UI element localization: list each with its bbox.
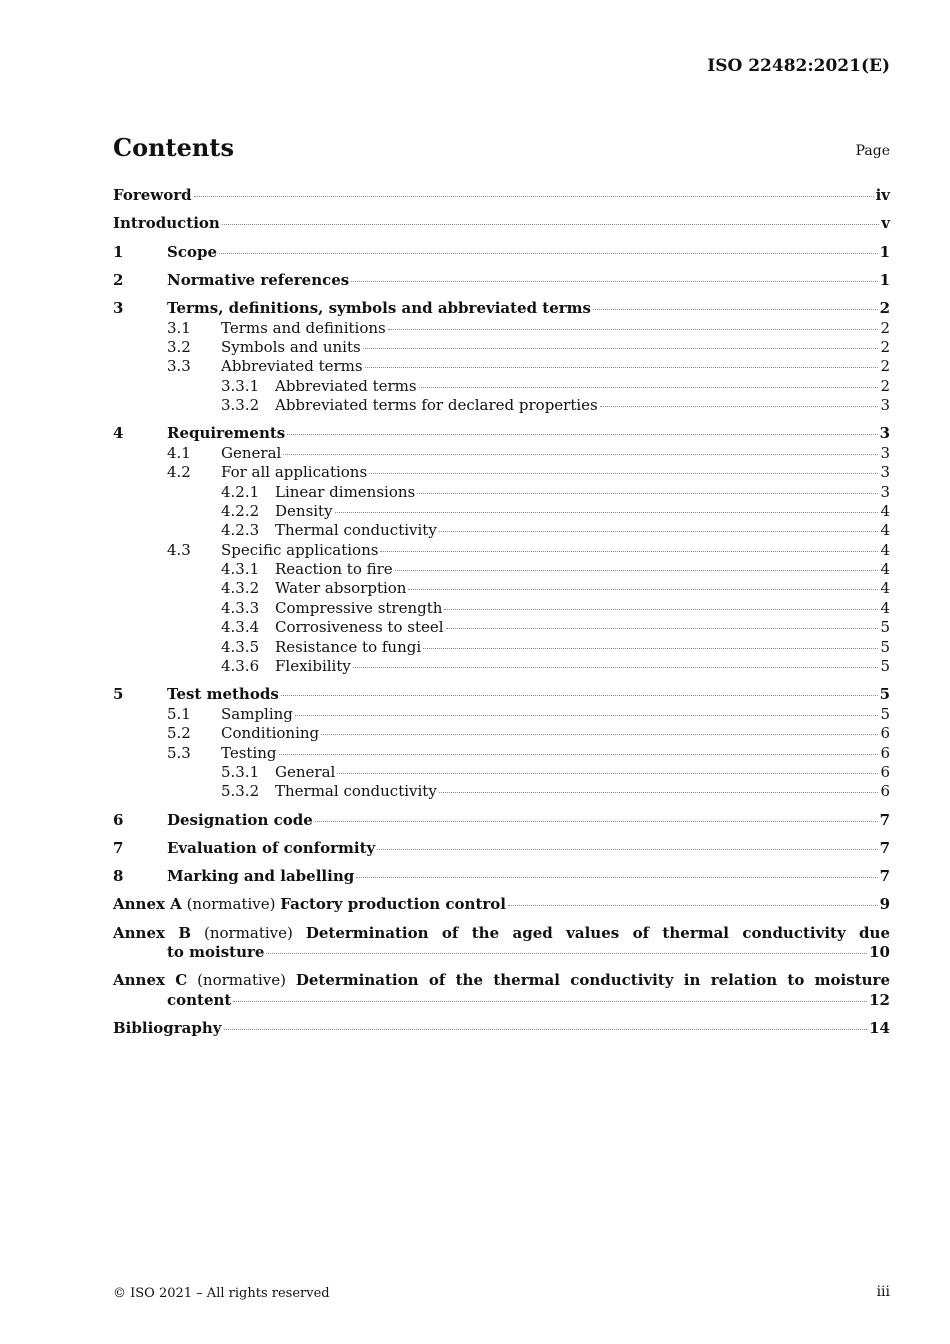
toc-title: Resistance to fungi: [275, 637, 422, 656]
toc-number: 3.2: [167, 337, 191, 356]
annex-label: Annex C: [113, 971, 188, 990]
toc-entry-annex-a[interactable]: [113, 895, 890, 914]
annex-label: Annex A: [113, 895, 182, 914]
footer-copyright: © ISO 2021 – All rights reserved: [113, 1286, 330, 1301]
leader-dots: [593, 309, 878, 310]
annex-title: Determination of the aged values of thermal conductivity due: [305, 923, 890, 942]
toc-title: Normative references: [167, 270, 350, 289]
leader-dots: [222, 224, 879, 225]
toc-number: 4.3.6: [221, 657, 260, 676]
toc-page: v: [881, 214, 890, 233]
toc-number: 5.3: [167, 743, 191, 762]
annex-title: Determination of the thermal conductivity in relation to moisture: [295, 971, 890, 990]
leader-dots: [363, 348, 879, 349]
leader-dots: [369, 473, 878, 474]
toc-number: 4.2: [167, 463, 191, 482]
toc-title: Testing: [221, 743, 277, 762]
toc-page: 3: [880, 482, 890, 501]
toc-entry[interactable]: [113, 338, 890, 357]
toc-page: 4: [880, 540, 890, 559]
leader-dots: [446, 628, 879, 629]
toc-number: 5: [113, 685, 124, 704]
toc-page: 7: [879, 838, 890, 857]
toc-entry[interactable]: [113, 271, 890, 290]
toc-title: Foreword: [113, 186, 192, 204]
contents-title: Contents: [113, 133, 234, 162]
leader-dots: [287, 434, 877, 435]
leader-dots: [380, 551, 878, 552]
toc-number: 3.3.2: [221, 396, 260, 415]
toc-entry[interactable]: [113, 502, 890, 521]
toc-entry[interactable]: [113, 463, 890, 482]
toc-number: 4.2.1: [221, 482, 260, 501]
annex-title-continued: to moisture: [167, 943, 265, 962]
toc-entry[interactable]: [113, 618, 890, 637]
toc-page: 5: [880, 618, 890, 637]
toc-number: 3.1: [167, 318, 191, 337]
leader-dots: [219, 253, 878, 254]
toc-number: 2: [113, 270, 124, 289]
toc-entry[interactable]: [113, 357, 890, 376]
annex-type: (normative): [203, 923, 293, 942]
toc-entries: [113, 186, 890, 887]
toc-title: Requirements: [167, 424, 286, 443]
leader-dots: [315, 821, 878, 822]
table-of-contents: [113, 186, 890, 1039]
toc-number: 3.3: [167, 357, 191, 376]
toc-page: 6: [880, 743, 890, 762]
toc-entry[interactable]: [113, 319, 890, 338]
toc-number: 8: [113, 867, 124, 886]
toc-entry[interactable]: [113, 685, 890, 704]
annex-page: 10: [869, 943, 890, 962]
toc-number: 4: [113, 424, 124, 443]
leader-dots: [337, 773, 878, 774]
leader-dots: [266, 953, 867, 954]
toc-number: 4.3.5: [221, 637, 260, 656]
leader-dots: [233, 1001, 867, 1002]
toc-page: iv: [875, 186, 890, 204]
toc-entry[interactable]: [113, 579, 890, 598]
leader-dots: [194, 196, 874, 197]
leader-dots: [423, 648, 878, 649]
leader-dots: [600, 406, 879, 407]
toc-entry[interactable]: [113, 867, 890, 886]
toc-page: 5: [880, 657, 890, 676]
footer-page-number: iii: [876, 1284, 890, 1300]
toc-page: 1: [879, 242, 890, 261]
toc-number: 6: [113, 810, 124, 829]
toc-page: 14: [869, 1019, 890, 1038]
leader-dots: [295, 715, 879, 716]
toc-page: 3: [879, 424, 890, 443]
annex-page: 9: [879, 895, 890, 914]
toc-title: General: [275, 762, 336, 781]
annex-page: 12: [869, 990, 890, 1009]
leader-dots: [419, 387, 879, 388]
toc-entry[interactable]: [113, 782, 890, 801]
toc-entry[interactable]: [113, 243, 890, 262]
toc-number: 5.3.2: [221, 782, 260, 801]
leader-dots: [335, 512, 879, 513]
toc-page: 5: [880, 637, 890, 656]
annex-title-continued: content: [167, 990, 232, 1009]
toc-entry-annex-c[interactable]: [113, 971, 890, 1010]
toc-number: 4.3.2: [221, 579, 260, 598]
toc-title: Sampling: [221, 704, 293, 723]
toc-entry[interactable]: [113, 483, 890, 502]
toc-entry[interactable]: [113, 657, 890, 676]
toc-number: 1: [113, 242, 124, 261]
toc-title: Density: [275, 501, 333, 520]
toc-page: 2: [880, 357, 890, 376]
toc-number: 4.3.1: [221, 560, 260, 579]
leader-dots: [439, 792, 879, 793]
toc-title: Thermal conductivity: [275, 521, 437, 540]
leader-dots: [388, 329, 879, 330]
toc-number: 4.3: [167, 540, 191, 559]
leader-dots: [321, 734, 878, 735]
leader-dots: [439, 531, 879, 532]
leader-dots: [353, 667, 879, 668]
toc-title: Terms and definitions: [221, 318, 386, 337]
toc-entry[interactable]: [113, 186, 890, 205]
toc-entry[interactable]: [113, 811, 890, 830]
toc-title: Water absorption: [275, 579, 407, 598]
leader-dots: [444, 609, 878, 610]
toc-title: Compressive strength: [275, 598, 443, 617]
toc-number: 7: [113, 838, 124, 857]
toc-number: 5.2: [167, 724, 191, 743]
toc-page: 4: [880, 579, 890, 598]
toc-number: 4.2.2: [221, 501, 260, 520]
toc-entry-annex-b[interactable]: [113, 924, 890, 963]
toc-entry[interactable]: [113, 444, 890, 463]
toc-entry[interactable]: [113, 377, 890, 396]
leader-dots: [351, 281, 877, 282]
toc-title: Abbreviated terms: [221, 357, 363, 376]
leader-dots: [224, 1029, 868, 1030]
toc-entry[interactable]: [113, 744, 890, 763]
toc-title: For all applications: [221, 463, 368, 482]
toc-title: Abbreviated terms: [275, 376, 417, 395]
toc-title: Flexibility: [275, 657, 351, 676]
toc-page: 2: [880, 318, 890, 337]
annex-type: (normative): [186, 895, 276, 914]
toc-page: 2: [880, 337, 890, 356]
toc-page: 4: [880, 598, 890, 617]
toc-entry[interactable]: [113, 560, 890, 579]
toc-number: 4.3.4: [221, 618, 260, 637]
toc-entry[interactable]: [113, 396, 890, 415]
toc-title: Conditioning: [221, 724, 320, 743]
toc-page: 6: [880, 724, 890, 743]
toc-title: Specific applications: [221, 540, 379, 559]
document-id: ISO 22482:2021(E): [707, 56, 890, 76]
toc-number: 4.1: [167, 443, 191, 462]
toc-entry[interactable]: [113, 763, 890, 782]
toc-page: 3: [880, 443, 890, 462]
toc-entry[interactable]: [113, 599, 890, 618]
toc-title: Test methods: [167, 685, 279, 704]
toc-page: 5: [879, 685, 890, 704]
toc-title: General: [221, 443, 282, 462]
toc-title: Corrosiveness to steel: [275, 618, 444, 637]
toc-entry[interactable]: [113, 638, 890, 657]
toc-number: 3.3.1: [221, 376, 260, 395]
leader-dots: [365, 367, 879, 368]
toc-page: 6: [880, 762, 890, 781]
leader-dots: [356, 877, 877, 878]
annex-type: (normative): [197, 971, 286, 990]
toc-entry[interactable]: [113, 299, 890, 318]
leader-dots: [281, 695, 878, 696]
toc-page: 4: [880, 560, 890, 579]
toc-number: 4.3.3: [221, 598, 260, 617]
toc-title: Terms, definitions, symbols and abbreviated terms: [167, 299, 591, 318]
toc-entry[interactable]: [113, 541, 890, 560]
toc-number: 3: [113, 299, 124, 318]
toc-number: 4.2.3: [221, 521, 260, 540]
leader-dots: [417, 493, 878, 494]
toc-title: Designation code: [167, 810, 313, 829]
leader-dots: [408, 589, 878, 590]
page-column-label: Page: [855, 143, 890, 159]
toc-title: Reaction to fire: [275, 560, 393, 579]
toc-title: Symbols and units: [221, 337, 361, 356]
leader-dots: [283, 454, 878, 455]
toc-entry-bibliography[interactable]: [113, 1019, 890, 1038]
toc-page: 4: [880, 521, 890, 540]
toc-page: 3: [880, 463, 890, 482]
toc-page: 4: [880, 501, 890, 520]
leader-dots: [377, 849, 877, 850]
toc-page: 7: [879, 810, 890, 829]
toc-title: Marking and labelling: [167, 867, 355, 886]
toc-title: Bibliography: [113, 1019, 222, 1038]
toc-title: Scope: [167, 242, 218, 261]
toc-number: 5.3.1: [221, 762, 260, 781]
toc-page: 1: [879, 270, 890, 289]
leader-dots: [279, 754, 879, 755]
leader-dots: [508, 905, 878, 906]
toc-entry[interactable]: [113, 521, 890, 540]
toc-page: 2: [880, 376, 890, 395]
toc-page: 5: [880, 704, 890, 723]
toc-entry[interactable]: [113, 424, 890, 443]
toc-entry[interactable]: [113, 214, 890, 233]
toc-page: 7: [879, 867, 890, 886]
toc-title: Introduction: [113, 214, 220, 233]
toc-title: Linear dimensions: [275, 482, 416, 501]
toc-title: Evaluation of conformity: [167, 838, 376, 857]
toc-title: Abbreviated terms for declared properties: [275, 396, 598, 415]
toc-page: 6: [880, 782, 890, 801]
toc-entry[interactable]: [113, 839, 890, 858]
annex-label: Annex B: [113, 923, 192, 942]
toc-entry[interactable]: [113, 705, 890, 724]
toc-title: Thermal conductivity: [275, 782, 437, 801]
annex-title: Factory production control: [280, 895, 506, 914]
toc-entry[interactable]: [113, 724, 890, 743]
toc-page: 2: [879, 299, 890, 318]
toc-page: 3: [880, 396, 890, 415]
leader-dots: [395, 570, 879, 571]
toc-number: 5.1: [167, 704, 191, 723]
